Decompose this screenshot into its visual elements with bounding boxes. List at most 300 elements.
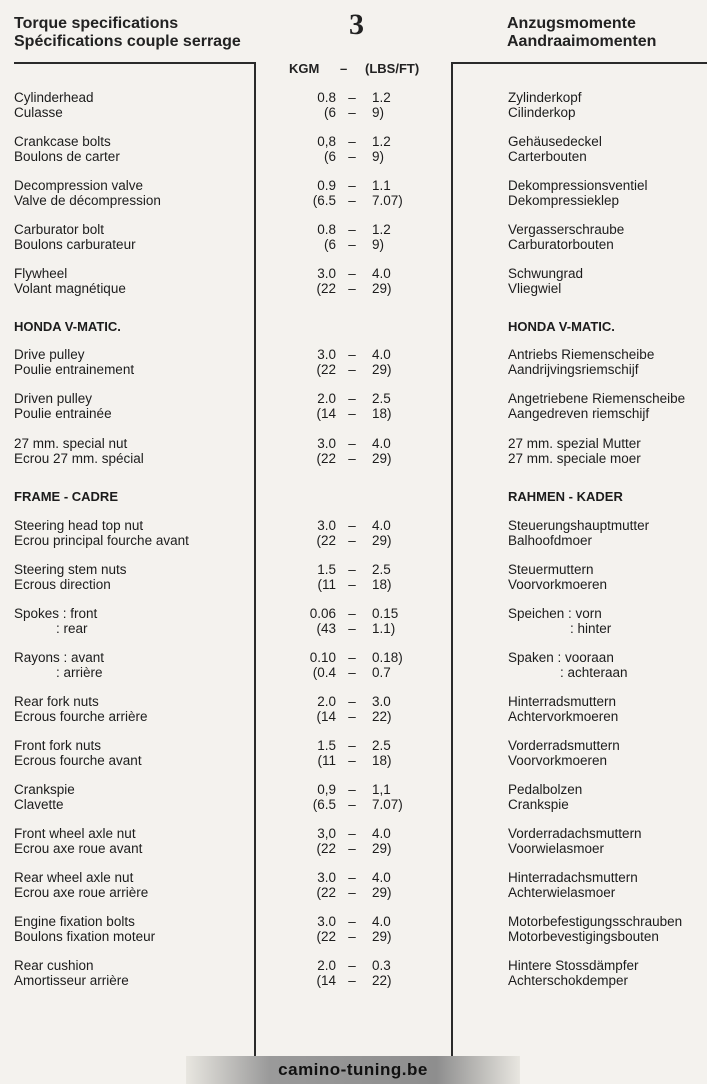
- kgm-min: 3.0: [317, 347, 336, 362]
- part-name-french: Boulons de carter: [14, 149, 120, 164]
- part-name-de-nl: [508, 134, 602, 164]
- part-name-french: Ecrou 27 mm. spécial: [14, 451, 144, 466]
- lbs-max: 29): [372, 885, 392, 900]
- value-high: [372, 518, 392, 548]
- value-high: [372, 958, 392, 988]
- kgm-max: 2.5: [372, 562, 391, 577]
- part-name-de-nl: [508, 958, 639, 988]
- lbs-min: (22: [316, 362, 336, 377]
- dash: –: [348, 105, 356, 120]
- lbs-min: (6: [323, 149, 336, 164]
- part-name-en-fr: [14, 347, 134, 377]
- value-low: [270, 347, 336, 377]
- kgm-max: 4.0: [372, 914, 391, 929]
- value-dash: [346, 222, 358, 252]
- value-dash: [346, 518, 358, 548]
- header-right: [507, 15, 656, 51]
- dash: –: [348, 436, 356, 451]
- value-dash: [346, 436, 358, 466]
- lbs-max: 18): [372, 577, 392, 592]
- part-name-de-nl: [508, 266, 583, 296]
- value-dash: [346, 606, 358, 636]
- value-low: [270, 694, 336, 724]
- kgm-min: 0,8: [317, 134, 336, 149]
- part-name-dutch: Voorvorkmoeren: [508, 577, 608, 592]
- dash: –: [348, 650, 356, 665]
- part-name-english: Spokes : front: [14, 606, 98, 621]
- part-name-en-fr: [14, 958, 129, 988]
- part-name-dutch: Cilinderkop: [508, 105, 576, 120]
- lbs-min: (11: [317, 577, 336, 592]
- part-name-german: Schwungrad: [508, 266, 584, 281]
- part-name-de-nl: [508, 870, 638, 900]
- dash: –: [348, 914, 356, 929]
- dash: –: [348, 451, 356, 466]
- part-name-german: Pedalbolzen: [508, 782, 583, 797]
- part-name-french: Poulie entrainée: [14, 406, 112, 421]
- value-low: [270, 606, 336, 636]
- kgm-min: 3.0: [317, 870, 336, 885]
- lbs-max: 29): [372, 533, 392, 548]
- value-low: [270, 436, 336, 466]
- part-name-en-fr: [14, 134, 120, 164]
- part-name-french: Ecrous direction: [14, 577, 111, 592]
- part-name-de-nl: [508, 90, 582, 120]
- part-name-en-fr: [14, 178, 161, 208]
- value-dash: [346, 178, 358, 208]
- part-name-en-fr: [14, 436, 144, 466]
- value-high: [372, 650, 403, 680]
- part-name-english: Rayons : avant: [14, 650, 105, 665]
- kgm-min: 0.10: [309, 650, 336, 665]
- lbs-min: (22: [316, 929, 336, 944]
- value-low: [270, 266, 336, 296]
- value-dash: [346, 958, 358, 988]
- value-high: [372, 222, 391, 252]
- part-name-french: Valve de décompression: [14, 193, 161, 208]
- value-dash: [346, 562, 358, 592]
- part-name-english: Cylinderhead: [14, 90, 94, 105]
- value-low: [270, 738, 336, 768]
- dash: –: [348, 753, 356, 768]
- title-english: Torque specifications: [14, 15, 179, 32]
- part-name-de-nl: [508, 178, 648, 208]
- value-dash: [346, 134, 358, 164]
- kgm-min: 0.9: [317, 178, 336, 193]
- part-name-en-fr: [14, 914, 155, 944]
- dash: –: [348, 870, 356, 885]
- header-left: [14, 15, 241, 51]
- value-dash: [346, 347, 358, 377]
- part-name-de-nl: [508, 347, 654, 377]
- lbs-max: 7.07): [372, 193, 403, 208]
- value-high: [372, 606, 398, 636]
- lbs-max: 9): [372, 237, 385, 252]
- part-name-de-nl: [508, 826, 642, 856]
- value-low: [270, 650, 336, 680]
- part-name-french: Amortisseur arrière: [14, 973, 129, 988]
- part-name-german: Vorderradsmuttern: [508, 738, 620, 753]
- part-name-english: Front wheel axle nut: [14, 826, 136, 841]
- part-name-german: Vergasserschraube: [508, 222, 625, 237]
- value-low: [270, 391, 336, 421]
- value-dash: [346, 694, 358, 724]
- value-low: [270, 914, 336, 944]
- part-name-en-fr: [14, 518, 189, 548]
- value-low: [270, 562, 336, 592]
- dash: –: [348, 738, 356, 753]
- part-name-french: Ecrou principal fourche avant: [14, 533, 189, 548]
- dash: –: [348, 347, 356, 362]
- dash: –: [348, 621, 356, 636]
- part-name-german: Vorderradachsmuttern: [508, 826, 642, 841]
- part-name-en-fr: [14, 782, 75, 812]
- title-dutch: Aandraaimomenten: [507, 33, 657, 50]
- part-name-dutch: Aangedreven riemschijf: [508, 406, 650, 421]
- dash: –: [348, 841, 356, 856]
- dash: –: [348, 134, 356, 149]
- part-name-de-nl: [508, 914, 682, 944]
- section-title-right: HONDA V-MATIC.: [508, 319, 615, 334]
- part-name-de-nl: [508, 436, 641, 466]
- kgm-max: 1.1: [372, 178, 391, 193]
- section-title-left: FRAME - CADRE: [14, 489, 118, 504]
- dash: –: [348, 929, 356, 944]
- dash: –: [348, 562, 356, 577]
- dash: –: [348, 266, 356, 281]
- lbs-max: 18): [372, 406, 392, 421]
- lbs-max: 29): [372, 281, 392, 296]
- part-name-dutch: Voorvorkmoeren: [508, 753, 608, 768]
- part-name-dutch: Dekompressieklep: [508, 193, 620, 208]
- kgm-min: 0.8: [317, 222, 336, 237]
- kgm-max: 0.3: [372, 958, 391, 973]
- part-name-english: Steering head top nut: [14, 518, 144, 533]
- value-high: [372, 436, 392, 466]
- part-name-en-fr: [14, 826, 142, 856]
- part-name-de-nl: [508, 222, 624, 252]
- part-name-en-fr: [14, 266, 126, 296]
- dash: –: [348, 237, 356, 252]
- part-name-dutch: Achterschokdemper: [508, 973, 629, 988]
- value-low: [270, 782, 336, 812]
- part-name-english: Rear wheel axle nut: [14, 870, 134, 885]
- kgm-max: 4.0: [372, 266, 391, 281]
- value-high: [372, 826, 392, 856]
- part-name-en-fr: [14, 562, 127, 592]
- part-name-german: Dekompressionsventiel: [508, 178, 648, 193]
- value-high: [372, 134, 391, 164]
- lbs-max: 9): [372, 105, 385, 120]
- part-name-english: Drive pulley: [14, 347, 85, 362]
- dash: –: [348, 193, 356, 208]
- part-name-dutch: Crankspie: [508, 797, 569, 812]
- part-name-french: Ecrou axe roue avant: [14, 841, 143, 856]
- part-name-dutch: Achtervorkmoeren: [508, 709, 619, 724]
- part-name-english: Decompression valve: [14, 178, 144, 193]
- value-low: [270, 518, 336, 548]
- kgm-max: 0.15: [372, 606, 399, 621]
- dash: –: [348, 362, 356, 377]
- lbs-max: 29): [372, 841, 392, 856]
- value-dash: [346, 914, 358, 944]
- lbs-min: (6.5: [312, 193, 336, 208]
- part-name-english: Crankspie: [14, 782, 75, 797]
- lbs-ft-header: (LBS/FT): [365, 61, 420, 76]
- part-name-en-fr: [14, 391, 112, 421]
- kgm-min: 3.0: [317, 518, 336, 533]
- part-name-en-fr: [14, 90, 94, 120]
- kgm-max: 4.0: [372, 436, 391, 451]
- value-low: [270, 134, 336, 164]
- value-low: [270, 958, 336, 988]
- value-high: [372, 562, 392, 592]
- lbs-min: (6: [323, 105, 336, 120]
- kgm-max: 3.0: [372, 694, 391, 709]
- part-name-dutch: Voorwielasmoer: [508, 841, 605, 856]
- dash: –: [348, 178, 356, 193]
- title-french: Spécifications couple serrage: [14, 33, 241, 50]
- kgm-min: 2.0: [317, 694, 336, 709]
- part-name-dutch: Aandrijvingsriemschijf: [508, 362, 639, 377]
- value-dash: [346, 870, 358, 900]
- lbs-max: 29): [372, 929, 392, 944]
- dash: –: [348, 694, 356, 709]
- part-name-english: Driven pulley: [14, 391, 93, 406]
- part-name-english: 27 mm. special nut: [14, 436, 128, 451]
- part-name-german: Steuerungshauptmutter: [508, 518, 650, 533]
- part-name-german: Spaken : vooraan: [508, 650, 614, 665]
- kgm-max: 1,1: [372, 782, 391, 797]
- dash: –: [348, 90, 356, 105]
- part-name-english: Engine fixation bolts: [14, 914, 135, 929]
- dash: –: [348, 826, 356, 841]
- part-name-dutch: Carburatorbouten: [508, 237, 614, 252]
- kgm-min: 1.5: [317, 738, 336, 753]
- part-name-german: Antriebs Riemenscheibe: [508, 347, 655, 362]
- kgm-min: 0,9: [317, 782, 336, 797]
- kgm-max: 4.0: [372, 870, 391, 885]
- dash: –: [348, 709, 356, 724]
- part-name-en-fr: [14, 222, 136, 252]
- value-high: [372, 694, 392, 724]
- kgm-max: 2.5: [372, 738, 391, 753]
- part-name-french: Boulons carburateur: [14, 237, 136, 252]
- part-name-dutch: Balhoofdmoer: [508, 533, 593, 548]
- value-dash: [346, 266, 358, 296]
- lbs-min: (22: [316, 841, 336, 856]
- value-dash: [346, 826, 358, 856]
- kgm-max: 4.0: [372, 826, 391, 841]
- lbs-max: 29): [372, 362, 392, 377]
- part-name-french: Clavette: [14, 797, 64, 812]
- kgm-min: 3.0: [317, 914, 336, 929]
- lbs-max: 29): [372, 451, 392, 466]
- value-high: [372, 782, 403, 812]
- kgm-max: 4.0: [372, 347, 391, 362]
- value-low: [270, 90, 336, 120]
- lbs-min: (6.5: [312, 797, 336, 812]
- part-name-french: : rear: [56, 621, 88, 636]
- dash: –: [348, 885, 356, 900]
- part-name-dutch: Vliegwiel: [508, 281, 562, 296]
- kgm-min: 0.8: [317, 90, 336, 105]
- lbs-min: (6: [323, 237, 336, 252]
- part-name-french: Poulie entrainement: [14, 362, 135, 377]
- title-german: Anzugsmomente: [507, 15, 636, 32]
- kgm-min: 3,0: [317, 826, 336, 841]
- value-high: [372, 178, 403, 208]
- part-name-en-fr: [14, 650, 104, 680]
- value-high: [372, 391, 392, 421]
- dash: –: [348, 958, 356, 973]
- value-dash: [346, 391, 358, 421]
- section-title-right: RAHMEN - KADER: [508, 489, 623, 504]
- part-name-de-nl: [508, 782, 582, 812]
- part-name-german: Motorbefestigungsschrauben: [508, 914, 683, 929]
- part-name-de-nl: [508, 694, 618, 724]
- part-name-french: Ecrou axe roue arrière: [14, 885, 149, 900]
- part-name-de-nl: [508, 562, 607, 592]
- value-high: [372, 870, 392, 900]
- part-name-dutch: Carterbouten: [508, 149, 587, 164]
- kgm-max: 0.18): [372, 650, 403, 665]
- part-name-german: Steuermuttern: [508, 562, 594, 577]
- part-name-french: Ecrous fourche arrière: [14, 709, 148, 724]
- part-name-dutch: : achteraan: [560, 665, 628, 680]
- lbs-min: (22: [316, 281, 336, 296]
- value-high: [372, 738, 392, 768]
- header-dash: –: [340, 61, 348, 76]
- dash: –: [348, 391, 356, 406]
- value-low: [270, 178, 336, 208]
- lbs-min: (14: [316, 709, 336, 724]
- dash: –: [348, 577, 356, 592]
- lbs-min: (11: [317, 753, 336, 768]
- value-dash: [346, 738, 358, 768]
- page-number: 3: [349, 8, 364, 41]
- kgm-max: 1.2: [372, 222, 391, 237]
- part-name-dutch: 27 mm. speciale moer: [508, 451, 641, 466]
- part-name-de-nl: [508, 738, 620, 768]
- part-name-french: : arrière: [56, 665, 103, 680]
- kgm-min: 1.5: [317, 562, 336, 577]
- part-name-german: Gehäusedeckel: [508, 134, 602, 149]
- lbs-max: 22): [372, 709, 392, 724]
- kgm-max: 1.2: [372, 90, 391, 105]
- rule-right: [452, 62, 707, 64]
- dash: –: [348, 665, 356, 680]
- part-name-german: Hinterradsmuttern: [508, 694, 617, 709]
- part-name-german: 27 mm. spezial Mutter: [508, 436, 641, 451]
- part-name-en-fr: [14, 870, 148, 900]
- dash: –: [348, 406, 356, 421]
- part-name-dutch: Achterwielasmoer: [508, 885, 616, 900]
- dash: –: [348, 606, 356, 621]
- lbs-min: (0.4: [312, 665, 336, 680]
- kgm-min: 3.0: [317, 266, 336, 281]
- value-high: [372, 914, 392, 944]
- value-low: [270, 870, 336, 900]
- lbs-max: 18): [372, 753, 392, 768]
- part-name-english: Carburator bolt: [14, 222, 105, 237]
- part-name-en-fr: [14, 738, 142, 768]
- part-name-en-fr: [14, 694, 148, 724]
- value-high: [372, 347, 392, 377]
- part-name-german: Zylinderkopf: [508, 90, 582, 105]
- lbs-min: (22: [316, 533, 336, 548]
- kgm-max: 2.5: [372, 391, 391, 406]
- kgm-min: 2.0: [317, 391, 336, 406]
- lbs-max: 9): [372, 149, 385, 164]
- lbs-min: (14: [316, 406, 336, 421]
- part-name-french: Ecrous fourche avant: [14, 753, 142, 768]
- column-divider-right: [451, 62, 453, 1056]
- kgm-max: 1.2: [372, 134, 391, 149]
- part-name-dutch: : hinter: [570, 621, 612, 636]
- part-name-english: Crankcase bolts: [14, 134, 111, 149]
- value-low: [270, 222, 336, 252]
- part-name-english: Steering stem nuts: [14, 562, 127, 577]
- kgm-min: 2.0: [317, 958, 336, 973]
- value-high: [372, 90, 391, 120]
- kgm-max: 4.0: [372, 518, 391, 533]
- part-name-french: Boulons fixation moteur: [14, 929, 156, 944]
- kgm-min: 3.0: [317, 436, 336, 451]
- part-name-german: Speichen : vorn: [508, 606, 602, 621]
- value-dash: [346, 90, 358, 120]
- value-dash: [346, 782, 358, 812]
- part-name-en-fr: [14, 606, 97, 636]
- lbs-min: (14: [316, 973, 336, 988]
- part-name-dutch: Motorbevestigingsbouten: [508, 929, 659, 944]
- value-low: [270, 826, 336, 856]
- kgm-min: 0.06: [309, 606, 336, 621]
- part-name-de-nl: [508, 650, 628, 680]
- section-title-left: HONDA V-MATIC.: [14, 319, 121, 334]
- dash: –: [348, 149, 356, 164]
- lbs-min: (22: [316, 451, 336, 466]
- part-name-english: Rear fork nuts: [14, 694, 99, 709]
- part-name-de-nl: [508, 606, 611, 636]
- dash: –: [348, 782, 356, 797]
- part-name-de-nl: [508, 391, 685, 421]
- part-name-german: Hintere Stossdämpfer: [508, 958, 639, 973]
- value-high: [372, 266, 392, 296]
- kgm-header: KGM: [289, 61, 320, 76]
- lbs-min: (43: [316, 621, 336, 636]
- dash: –: [348, 222, 356, 237]
- lbs-max: 1.1): [372, 621, 396, 636]
- watermark-banner: camino-tuning.be: [186, 1056, 520, 1084]
- part-name-english: Flywheel: [14, 266, 68, 281]
- lbs-min: (22: [316, 885, 336, 900]
- value-dash: [346, 650, 358, 680]
- part-name-german: Angetriebene Riemenscheibe: [508, 391, 686, 406]
- lbs-max: 22): [372, 973, 392, 988]
- dash: –: [348, 973, 356, 988]
- column-divider-left: [254, 62, 256, 1056]
- rule-left: [14, 62, 254, 64]
- part-name-english: Front fork nuts: [14, 738, 102, 753]
- part-name-french: Culasse: [14, 105, 63, 120]
- dash: –: [348, 533, 356, 548]
- dash: –: [348, 281, 356, 296]
- part-name-english: Rear cushion: [14, 958, 94, 973]
- part-name-german: Hinterradachsmuttern: [508, 870, 638, 885]
- lbs-max: 0.7: [372, 665, 391, 680]
- lbs-max: 7.07): [372, 797, 403, 812]
